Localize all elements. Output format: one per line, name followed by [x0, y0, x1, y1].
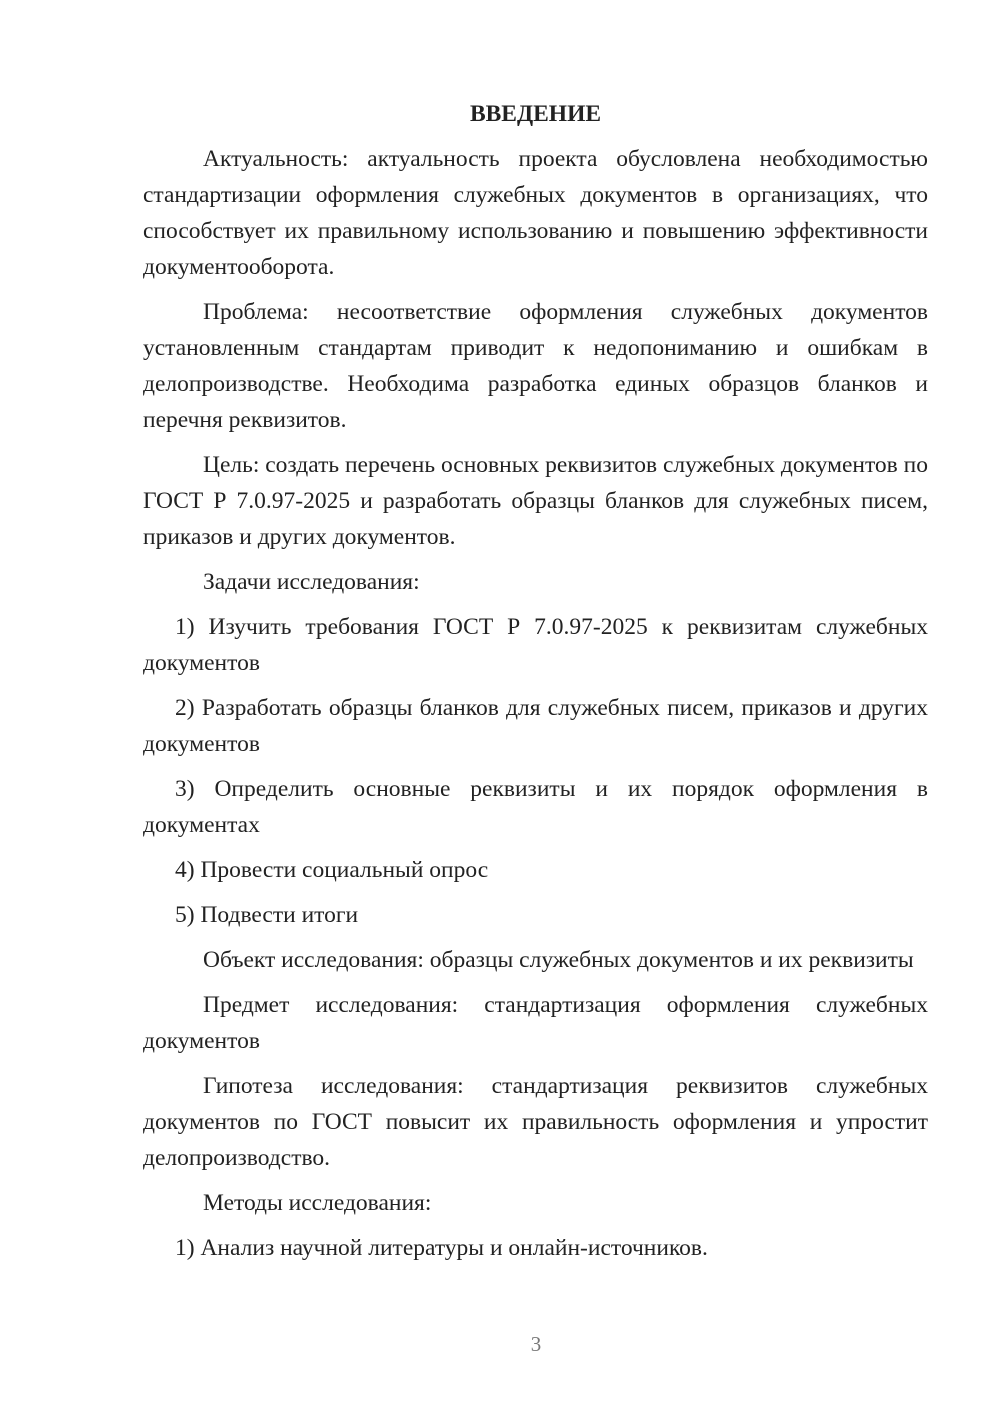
relevance-paragraph: Актуальность: актуальность проекта обусловлена необходимостью стандартизации оформления служебных документов в организациях, что способствует их правильному использованию и повышению эффективности документооборота. [143, 146, 928, 280]
subject-paragraph: Предмет исследования: стандартизация оформления служебных документов [143, 992, 928, 1054]
methods-heading: Методы исследования: [203, 1190, 432, 1216]
page-title: ВВЕДЕНИЕ [469, 101, 602, 127]
problem-paragraph: Проблема: несоответствие оформления служебных документов установленным стандартам приводит к недопониманию и ошибкам в делопроизводстве. Необходима разработка единых образцов бланков и перечня реквизитов. [143, 299, 928, 433]
page-content [143, 96, 928, 1275]
task-item-1: 1) Изучить требования ГОСТ Р 7.0.97-2025 к реквизитам служебных документов [143, 614, 928, 676]
task-item-4: 4) Провести социальный опрос [175, 857, 489, 883]
object-paragraph: Объект исследования: образцы служебных документов и их реквизиты [203, 947, 914, 973]
task-item-2: 2) Разработать образцы бланков для служебных писем, приказов и других документов [143, 695, 928, 757]
method-item-1: 1) Анализ научной литературы и онлайн-источников. [175, 1235, 708, 1261]
task-item-3: 3) Определить основные реквизиты и их порядок оформления в документах [143, 776, 928, 838]
page-number: 3 [530, 1332, 542, 1356]
hypothesis-paragraph: Гипотеза исследования: стандартизация реквизитов служебных документов по ГОСТ повысит их правильность оформления и упростит делопроизводство. [143, 1073, 928, 1171]
task-item-5: 5) Подвести итоги [175, 902, 359, 928]
tasks-heading: Задачи исследования: [203, 569, 420, 595]
goal-paragraph: Цель: создать перечень основных реквизитов служебных документов по ГОСТ Р 7.0.97-2025 и разработать образцы бланков для служебных писем, приказов и других документов. [143, 452, 928, 550]
